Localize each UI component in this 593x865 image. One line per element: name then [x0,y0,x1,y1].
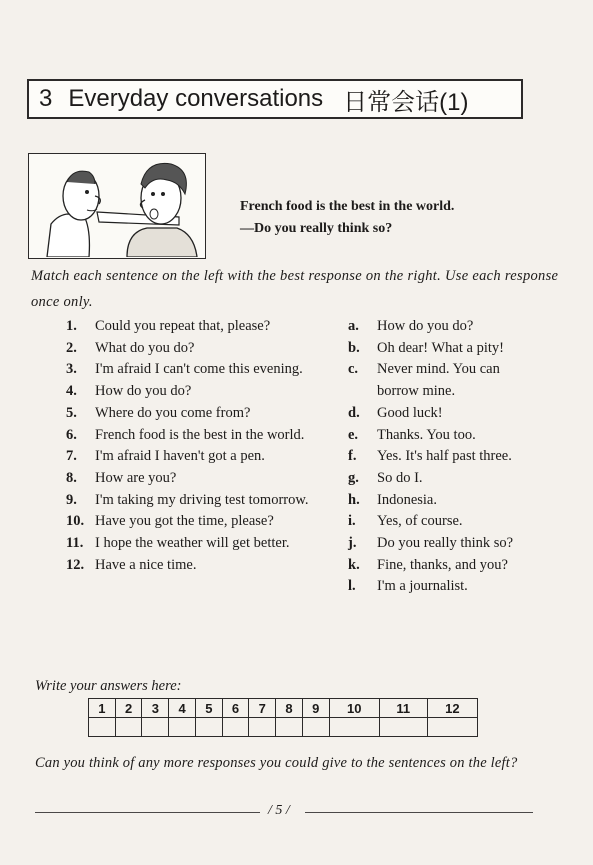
answer-number: 3 [142,699,169,718]
answer-number: 11 [379,699,427,718]
answer-grid-input-row [89,718,478,737]
answer-cell[interactable] [329,718,379,737]
list-item: d. Good luck! [348,404,443,421]
follow-up-question: Can you think of any more responses you could give to the sentences on the left? [35,755,518,771]
dialogue-line-1: French food is the best in the world. [240,199,455,214]
list-item: 5. Where do you come from? [66,404,251,421]
footer-divider-left [35,812,260,813]
section-number: 3 [39,85,53,112]
answer-number: 6 [222,699,249,718]
section-header [27,79,523,119]
right-responses-list [348,316,538,598]
list-item: h. Indonesia. [348,491,437,508]
list-item: 2. What do you do? [66,339,195,356]
list-item: a. How do you do? [348,318,474,334]
list-item: 11. I hope the weather will get better. [66,535,290,552]
section-title-chinese: 日常会话(1) [343,88,469,116]
list-item: l. I'm a journalist. [348,578,468,595]
answer-cell[interactable] [379,718,427,737]
answer-number: 1 [89,699,116,718]
answer-number: 4 [169,699,196,718]
answer-cell[interactable] [302,718,329,737]
list-item: 1. Could you repeat that, please? [66,318,271,334]
list-item: i. Yes, of course. [348,513,463,530]
answer-cell[interactable] [89,718,116,737]
answer-number: 2 [115,699,142,718]
two-men-talking-drawing [29,154,204,257]
dialogue-line-2: —Do you really think so? [240,221,393,236]
list-item: 7. I'm afraid I haven't got a pen. [66,448,265,465]
section-title: Everyday conversations [68,85,324,112]
dialogue-example [240,196,454,240]
answers-label: Write your answers here: [35,678,182,694]
answer-cell[interactable] [195,718,222,737]
list-item: b. Oh dear! What a pity! [348,339,504,356]
exercise-instruction: Match each sentence on the left with the best response on the right. Use each response once only. [31,268,559,310]
answer-cell[interactable] [115,718,142,737]
answer-cell[interactable] [169,718,196,737]
list-item: k. Fine, thanks, and you? [348,556,508,573]
answer-grid [88,698,478,737]
answer-number: 9 [302,699,329,718]
list-item: 4. How do you do? [66,383,192,400]
list-item: 3. I'm afraid I can't come this evening. [66,361,303,378]
answer-grid-header-row [89,699,478,718]
answer-number: 10 [329,699,379,718]
answer-cell[interactable] [427,718,477,737]
answer-cell[interactable] [249,718,276,737]
answer-cell[interactable] [142,718,169,737]
page-number: / 5 / [268,803,290,818]
answer-number: 12 [427,699,477,718]
list-item: 9. I'm taking my driving test tomorrow. [66,491,309,508]
answer-cell[interactable] [276,718,303,737]
list-item: j. Do you really think so? [348,535,514,552]
cartoon-illustration [28,153,206,259]
answer-number: 8 [276,699,303,718]
list-item: c. Never mind. You can borrow mine. [348,361,500,400]
list-item: 8. How are you? [66,469,177,486]
footer-divider-right [305,812,533,813]
list-item: e. Thanks. You too. [348,426,476,443]
list-item: g. So do I. [348,469,423,486]
list-item: f. Yes. It's half past three. [348,448,512,465]
answer-cell[interactable] [222,718,249,737]
answer-number: 5 [195,699,222,718]
list-item: 12. Have a nice time. [66,556,197,573]
list-item: 6. French food is the best in the world. [66,426,305,443]
list-item: 10. Have you got the time, please? [66,513,274,530]
left-sentences-list [66,316,312,576]
answer-number: 7 [249,699,276,718]
